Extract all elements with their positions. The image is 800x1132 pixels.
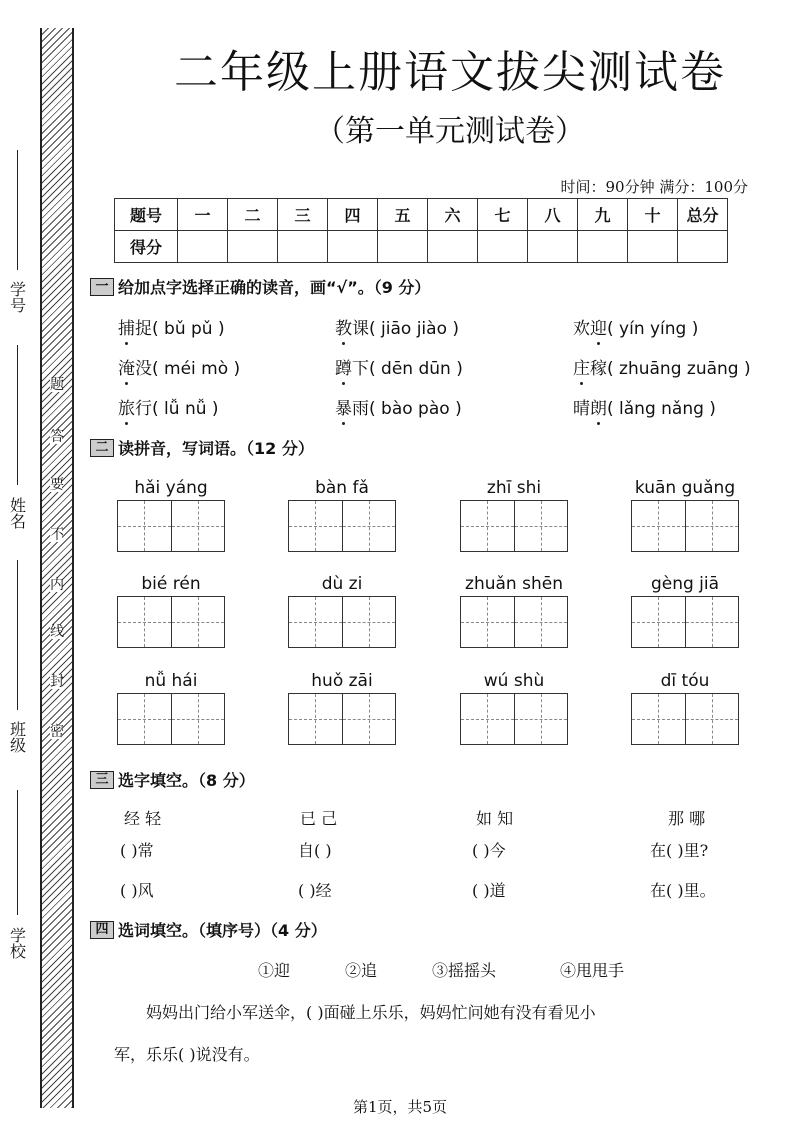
pinyin-prompt: dī tóu: [660, 671, 710, 691]
word-option: ③摇摇头: [432, 961, 497, 980]
section2-heading: [90, 436, 314, 459]
name-label: 姓名: [10, 496, 27, 531]
fill-blank[interactable]: ( )常: [120, 841, 154, 860]
pinyin-prompt: bié rén: [141, 574, 201, 594]
score-table: [114, 198, 728, 263]
char-choice-pair: 已 己: [300, 809, 338, 828]
section-number-badge: 二: [90, 439, 114, 457]
writing-grid[interactable]: [117, 693, 225, 745]
score-cell[interactable]: [178, 231, 228, 263]
pinyin-prompt: zhuǎn shēn: [465, 574, 563, 594]
fill-blank[interactable]: 在( )里。: [650, 881, 716, 900]
score-header-cell: 四: [328, 199, 378, 231]
dotted-char: 暴: [335, 399, 352, 419]
section-number-badge: 三: [90, 771, 114, 789]
pinyin-writing-group: [117, 478, 225, 552]
pinyin-writing-group: [460, 574, 568, 648]
pinyin-writing-group: [631, 671, 739, 745]
fill-blank[interactable]: ( )风: [120, 881, 154, 900]
seal-char: 线: [50, 624, 64, 640]
school-line: [17, 790, 18, 915]
pinyin-writing-group: [288, 478, 396, 552]
page-title: 二年级上册语文拔尖测试卷: [174, 47, 726, 98]
dotted-char: 迎: [590, 319, 607, 339]
name-line: [17, 345, 18, 485]
char-choice-pair: 如 知: [476, 809, 514, 828]
dotted-char: 庄: [573, 359, 590, 379]
fill-blank[interactable]: 在( )里?: [650, 841, 709, 860]
word-option: ④甩甩手: [560, 961, 625, 980]
section-title: 读拼音，写词语。（12 分）: [118, 439, 314, 458]
pinyin-writing-group: [117, 671, 225, 745]
section-title: 选字填空。（8 分）: [118, 771, 255, 790]
pinyin-writing-group: [460, 671, 568, 745]
section1-heading: [90, 275, 430, 298]
pinyin-item: 晴朗( lǎng nǎng ): [573, 399, 716, 419]
pinyin-options[interactable]: ( dēn dūn ): [369, 359, 463, 379]
pinyin-prompt: bàn fǎ: [315, 478, 369, 498]
score-header-cell: 题号: [115, 199, 178, 231]
score-header-cell: 十: [628, 199, 678, 231]
pinyin-writing-group: [117, 574, 225, 648]
pinyin-options[interactable]: ( yín yíng ): [607, 319, 699, 339]
score-header-cell: 二: [228, 199, 278, 231]
fill-blank[interactable]: 自( ): [298, 841, 332, 860]
writing-grid[interactable]: [631, 596, 739, 648]
fill-blank[interactable]: ( )今: [472, 841, 506, 860]
writing-grid[interactable]: [460, 693, 568, 745]
score-header-cell: 一: [178, 199, 228, 231]
dotted-char: 捕: [118, 319, 135, 339]
seal-char: 密: [50, 724, 64, 740]
pinyin-item: 教课( jiāo jiào ): [335, 319, 460, 339]
dotted-char: 淹: [118, 359, 135, 379]
pinyin-options[interactable]: ( bǔ pǔ ): [152, 319, 225, 339]
time-info: 时间：90分钟 满分：100分: [560, 178, 748, 196]
seal-char: 不: [50, 527, 64, 543]
score-cell[interactable]: [328, 231, 378, 263]
score-header-cell: 五: [378, 199, 428, 231]
score-header-cell: 九: [578, 199, 628, 231]
fill-sentence[interactable]: 妈妈出门给小军送伞，( )面碰上乐乐，妈妈忙问她有没有看见小: [146, 1003, 596, 1022]
student-id-label: 学号: [10, 280, 27, 315]
school-label: 学校: [10, 926, 27, 961]
page-subtitle: （第一单元测试卷）: [315, 114, 585, 149]
section4-heading: [90, 918, 327, 941]
char-choice-pair: 那 哪: [668, 809, 706, 828]
score-cell[interactable]: [678, 231, 728, 263]
pinyin-item: 暴雨( bào pào ): [335, 399, 462, 419]
score-cell[interactable]: [228, 231, 278, 263]
writing-grid[interactable]: [117, 596, 225, 648]
fill-sentence[interactable]: 军，乐乐( )说没有。: [114, 1045, 260, 1064]
section-title: 选词填空。（填序号）（4 分）: [118, 921, 327, 940]
writing-grid[interactable]: [631, 693, 739, 745]
pinyin-prompt: gèng jiā: [650, 574, 720, 594]
score-table-score-row: [115, 231, 728, 263]
score-header-cell: 三: [278, 199, 328, 231]
writing-grid[interactable]: [288, 500, 396, 552]
pinyin-item: 旅行( lǚ nǚ ): [118, 399, 219, 419]
pinyin-prompt: dù zi: [321, 574, 363, 594]
score-header-cell: 总分: [678, 199, 728, 231]
pinyin-writing-group: [631, 478, 739, 552]
pinyin-prompt: kuān guǎng: [634, 478, 736, 498]
pinyin-item: 欢迎( yín yíng ): [573, 319, 699, 339]
dotted-char: 教: [335, 319, 352, 339]
section-title: 给加点字选择正确的读音，画“√”。（9 分）: [118, 278, 431, 297]
writing-grid[interactable]: [117, 500, 225, 552]
pinyin-prompt: zhī shi: [486, 478, 542, 498]
section-number-badge: 一: [90, 278, 114, 296]
fill-blank[interactable]: ( )经: [298, 881, 332, 900]
score-table-header-row: [115, 199, 728, 231]
score-cell[interactable]: [428, 231, 478, 263]
section-number-badge: 四: [90, 921, 114, 939]
score-cell[interactable]: [578, 231, 628, 263]
score-cell[interactable]: [478, 231, 528, 263]
score-cell[interactable]: [278, 231, 328, 263]
pinyin-writing-group: [631, 574, 739, 648]
pinyin-prompt: huǒ zāi: [311, 671, 373, 691]
pinyin-prompt: wú shù: [483, 671, 545, 691]
score-header-cell: 七: [478, 199, 528, 231]
pinyin-options[interactable]: ( jiāo jiào ): [369, 319, 460, 339]
char-choice-pair: 经 轻: [124, 809, 162, 828]
class-label: 班级: [10, 720, 27, 755]
student-id-line: [17, 150, 18, 270]
pinyin-item: 庄稼( zhuāng zuāng ): [573, 359, 751, 379]
score-cell[interactable]: [528, 231, 578, 263]
section3-heading: [90, 768, 255, 791]
pinyin-writing-group: [288, 574, 396, 648]
pinyin-item: 蹲下( dēn dūn ): [335, 359, 463, 379]
writing-grid[interactable]: [288, 693, 396, 745]
seal-char: 封: [50, 674, 64, 690]
seal-char: 内: [50, 577, 64, 593]
pinyin-options[interactable]: ( bào pào ): [369, 399, 462, 419]
pinyin-prompt: nǚ hái: [144, 671, 198, 691]
dotted-char: 旅: [118, 399, 135, 419]
seal-char: 题: [50, 377, 64, 393]
binding-margin-hatch: [40, 28, 74, 1108]
score-cell[interactable]: [378, 231, 428, 263]
page-number: 第1页，共5页: [352, 1098, 448, 1116]
seal-char: 要: [50, 477, 64, 493]
word-option: ②追: [345, 961, 378, 980]
score-header-cell: 六: [428, 199, 478, 231]
seal-char: 答: [50, 429, 64, 445]
score-row-label: 得分: [115, 231, 178, 263]
pinyin-writing-group: [288, 671, 396, 745]
class-line: [17, 560, 18, 710]
dotted-char: 朗: [590, 399, 607, 419]
pinyin-options[interactable]: ( lǎng nǎng ): [607, 399, 716, 419]
pinyin-options[interactable]: ( lǚ nǚ ): [152, 399, 219, 419]
score-cell[interactable]: [628, 231, 678, 263]
score-header-cell: 八: [528, 199, 578, 231]
pinyin-options[interactable]: ( zhuāng zuāng ): [607, 359, 751, 379]
word-option: ①迎: [258, 961, 291, 980]
pinyin-prompt: hǎi yáng: [134, 478, 208, 498]
pinyin-item: 捕捉( bǔ pǔ ): [118, 319, 225, 339]
pinyin-item: 淹没( méi mò ): [118, 359, 241, 379]
writing-grid[interactable]: [460, 596, 568, 648]
pinyin-options[interactable]: ( méi mò ): [152, 359, 241, 379]
pinyin-writing-group: [460, 478, 568, 552]
writing-grid[interactable]: [460, 500, 568, 552]
writing-grid[interactable]: [288, 596, 396, 648]
writing-grid[interactable]: [631, 500, 739, 552]
dotted-char: 蹲: [335, 359, 352, 379]
fill-blank[interactable]: ( )道: [472, 881, 506, 900]
